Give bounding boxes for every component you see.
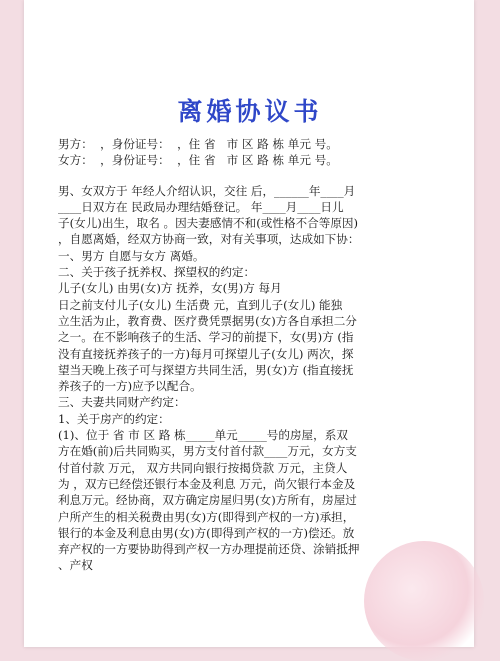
agreement-line: 立生活为止，教育费、医疗费凭票据男(女)方各自承担二分	[58, 313, 357, 328]
agreement-line: 、产权	[58, 558, 93, 573]
agreement-line: (1)、位于 省 市 区 路 栋_____单元_____号的房屋，系双	[58, 428, 348, 443]
agreement-line: 没有直接抚养孩子的一方)每月可探望儿子(女儿) 两次，探	[58, 346, 354, 361]
party-line-male: 男方： ，身份证号： ，住 省 市 区 路 栋 单元 号。	[58, 137, 338, 151]
agreement-line: 1、关于房产的约定：	[58, 411, 170, 426]
document-title: 离婚协议书	[177, 97, 323, 126]
agreement-line: 户所产生的相关税费由男(女)方(即得到产权的一方)承担，	[58, 509, 355, 524]
agreement-line: 之一。在不影响孩子的生活、学习的前提下，女(男)方 (指	[58, 330, 354, 345]
agreement-line: ____日双方在 民政局办理结婚登记。 年____月____日儿	[58, 199, 344, 214]
agreement-line: 日之前支付儿子(女儿) 生活费 元，直到儿子(女儿) 能独	[58, 297, 343, 312]
agreement-line: 方在婚(前)后共同购买，男方支付首付款____万元，女方支	[58, 444, 357, 459]
agreement-line: 银行的本金及利息由男(女)方(即得到产权的一方)偿还。放	[58, 525, 355, 540]
document-body	[58, 136, 462, 574]
agreement-line: 子(女儿)出生，取名 。因夫妻感情不和(或性格不合等原因)	[58, 216, 359, 231]
agreement-line: 二、关于孩子抚养权、探望权的约定：	[58, 265, 256, 280]
agreement-line: 男、女双方于 年经人介绍认识，交往 后，______年____月	[58, 183, 356, 198]
agreement-line: 养孩子的一方)应予以配合。	[58, 379, 202, 394]
agreement-text	[58, 183, 462, 574]
agreement-line: ，自愿离婚，经双方协商一致，对有关事项，达成如下协：	[58, 232, 360, 247]
agreement-line: 付首付款 万元， 双方共同向银行按揭贷款 万元，主贷人	[58, 460, 348, 475]
agreement-line: 利息万元。经协商，双方确定房屋归男(女)方所有，房屋过	[58, 493, 357, 508]
spacer	[58, 169, 462, 183]
agreement-line: 一、男方 自愿与女方 离婚。	[58, 248, 205, 263]
party-line-female: 女方： ，身份证号： ，住 省 市 区 路 栋 单元 号。	[58, 153, 338, 168]
agreement-line: 望当天晚上孩子可与探望方共同生活，男(女)方 (指直接抚	[58, 362, 354, 377]
agreement-line: 三、夫妻共同财产约定：	[58, 395, 186, 410]
agreement-line: 弃产权的一方要协助得到产权一方办理提前还贷、涂销抵押	[58, 542, 360, 557]
agreement-line: 儿子(女儿) 由男(女)方 抚养，女(男)方 每月	[58, 281, 282, 296]
agreement-line: 为 ，双方已经偿还银行本金及利息 万元，尚欠银行本金及	[58, 476, 356, 491]
